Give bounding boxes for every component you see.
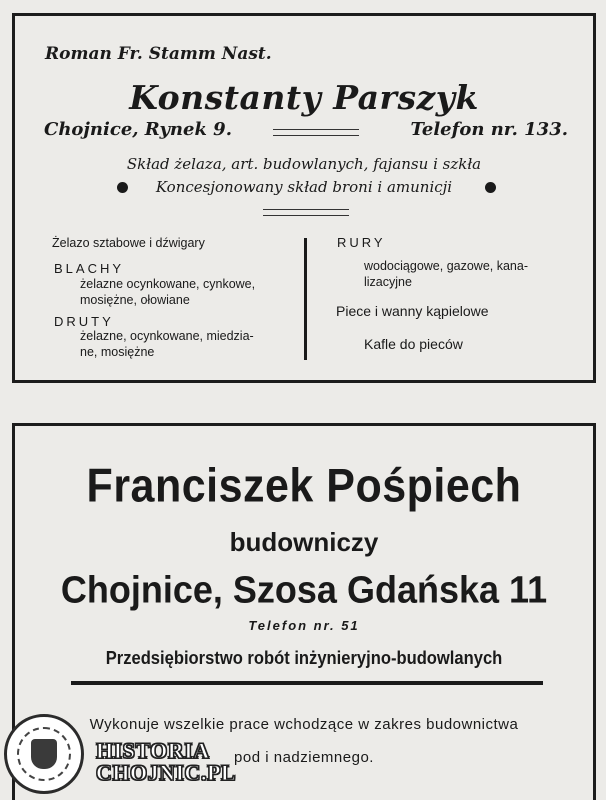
product-detail: żelazne, ocynkowane, miedzia-: [80, 329, 254, 343]
product-line: Kafle do pieców: [364, 336, 463, 352]
product-heading: RURY: [337, 235, 386, 250]
column-divider: [304, 238, 307, 360]
company-description: Przedsiębiorstwo robót inżynieryjno-budowlanych: [105, 648, 503, 668]
services-line: pod i nadziemnego.: [234, 749, 374, 766]
address: Chojnice, Rynek 9.: [44, 119, 232, 140]
predecessor-line: Roman Fr. Stamm Nast.: [45, 44, 272, 64]
advertisement-parszyk: [12, 13, 596, 383]
watermark-line: HISTORIA: [96, 738, 210, 763]
product-heading: DRUTY: [54, 314, 114, 329]
product-line: Piece i wanny kąpielowe: [336, 303, 489, 319]
store-description: Skład żelaza, art. budowlanych, fajansu i szkła: [126, 155, 482, 173]
product-heading: BLACHY: [54, 261, 125, 276]
watermark-line: CHOJNIC.PL: [96, 760, 237, 785]
business-name: Franciszek Pośpiech: [86, 459, 522, 513]
product-detail: wodociągowe, gazowe, kana-: [364, 259, 528, 273]
phone-number: Telefon nr. 133.: [410, 119, 568, 140]
services-line: Wykonuje wszelkie prace wchodzące w zakres budownictwa: [89, 716, 519, 733]
product-detail: mosiężne, ołowiane: [80, 293, 190, 307]
thick-rule: [71, 681, 543, 685]
phone-number: Telefon nr. 51: [248, 618, 360, 633]
product-line: Żelazo sztabowe i dźwigary: [52, 236, 205, 250]
double-rule: [273, 129, 359, 136]
product-detail: żelazne ocynkowane, cynkowe,: [80, 277, 256, 291]
bullet-icon: [485, 182, 496, 193]
business-name: Konstanty Parszyk: [129, 78, 479, 117]
product-detail: lizacyjne: [364, 275, 412, 289]
profession: budowniczy: [229, 527, 379, 557]
weapons-license-line: Koncesjonowany skład broni i amunicji: [155, 178, 453, 196]
address: Chojnice, Szosa Gdańska 11: [60, 567, 548, 611]
product-detail: ne, mosiężne: [80, 345, 155, 359]
double-rule: [263, 209, 349, 216]
coat-of-arms-icon: [4, 714, 84, 794]
